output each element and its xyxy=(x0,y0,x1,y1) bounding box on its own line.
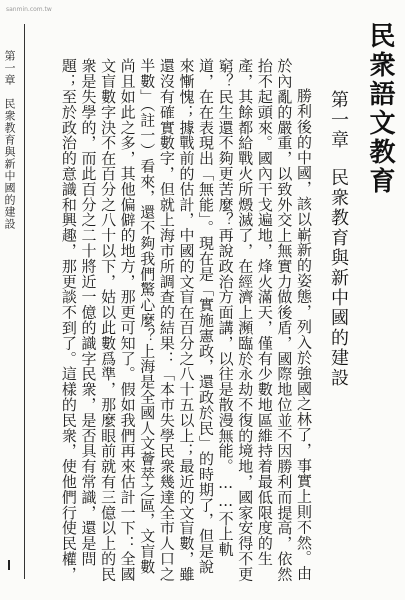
watermark: sanmin.com.tw xyxy=(6,6,52,13)
page-folio xyxy=(8,560,10,570)
book-title: 民衆語文教育 xyxy=(365,22,395,196)
running-head xyxy=(2,50,16,230)
chapter-title: 民衆教育與新中國的建設 xyxy=(328,168,349,388)
paragraph: 勝利後的中國，該以嶄新的姿態，列入於強國之林了，事實上則不然。由於內亂的嚴重，以致外交上無實力做後盾，國際地位並不因勝利而提高，依然抬不起頭來。國內干戈遍地，烽火滿天，僅有少數地區維持着最低限度的生產，其餘都給戰火所燬滅了，在經濟上瀕臨於永劫不復的境地，國家安得不更窮？民生還不夠更苦麼？再說政治方面講，以往是散漫無能。……不上軌道，在在表現出「無能」。現在是「實施憲政，還政於民」的時期了，但是說來慚愧；據戰前的估計，中國的文盲在百分之八十五以上；最近的文盲數，雖還沒有確實數字，但就上海市所調查的結果：「本市失學民衆幾達全市人口之半數」（註一）看來，還不夠我們驚心麼？上海是全國人文薈萃之區，文盲數尚且如此之多，其他偏僻的地方，那更可知了。假如我們再來估計一下：全國文盲數字決不在百分之八十以下，姑以此數爲準，那麼眼前就有三億以上的民衆是失學的，而此百分之二十將近一億的識字民衆，是否具有常識，還是問題；至於政治的意識和興趣，那更談不到了。這樣的民衆，使他們行使民權， xyxy=(59,58,313,582)
running-head-title: 民衆教育與新中國的建設 xyxy=(3,98,16,230)
chapter-number: 第一章 xyxy=(328,90,349,150)
body-text xyxy=(58,58,313,582)
running-head-chapter: 第一章 xyxy=(3,50,16,86)
chapter-heading xyxy=(327,90,349,388)
margin-rule xyxy=(24,24,25,579)
